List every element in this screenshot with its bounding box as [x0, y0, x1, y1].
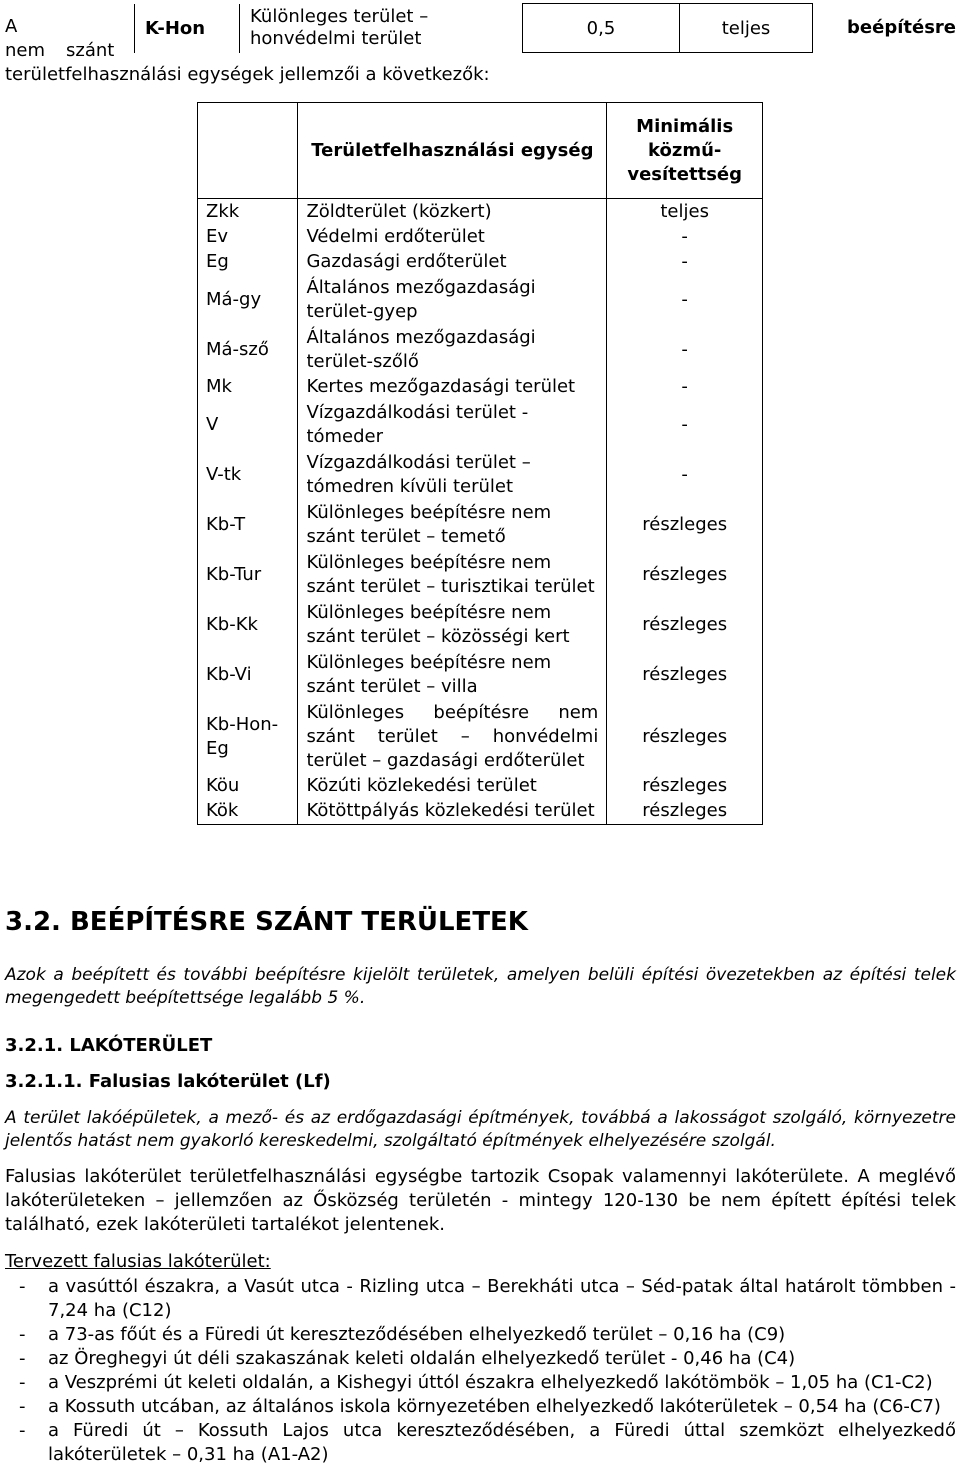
- table-row: [198, 550, 763, 600]
- planned-title: Tervezett falusias lakóterület:: [5, 1251, 271, 1272]
- fragment-row: [135, 4, 813, 53]
- fragment-word-a: A: [5, 16, 18, 37]
- subsection-heading-falusias: 3.2.1.1. Falusias lakóterület (Lf): [5, 1071, 331, 1092]
- section-intro: Azok a beépített és további beépítésre kijelölt területek, amelyen belüli építési övezetekben az építési telek megengedett beépítettsége legalább 5 %.: [5, 965, 956, 1008]
- row-code: Eg: [198, 250, 298, 275]
- list-item-text: a Veszprémi út keleti oldalán, a Kishegyi úttól északra elhelyezkedő lakótömbök – 1,05 ha (C1-C2): [48, 1372, 933, 1393]
- row-utility: részleges: [607, 550, 763, 600]
- table-row: [198, 799, 763, 825]
- subsection-heading-lakoterulet: 3.2.1. LAKÓTERÜLET: [5, 1035, 213, 1056]
- table-row: [198, 375, 763, 400]
- row-utility: részleges: [607, 600, 763, 650]
- list-item: [5, 1419, 956, 1467]
- row-name: Közúti közlekedési terület: [298, 774, 607, 799]
- row-name: Általános mezőgazdasági terület-gyep: [298, 275, 607, 325]
- row-utility: -: [607, 250, 763, 275]
- table-row: [198, 400, 763, 450]
- table-row: [198, 600, 763, 650]
- row-code: Kb-Tur: [198, 550, 298, 600]
- table-header-row: [198, 103, 763, 199]
- table-row: [198, 500, 763, 550]
- row-code: Kb-Kk: [198, 600, 298, 650]
- row-utility: teljes: [607, 199, 763, 225]
- row-name: Vízgazdálkodási terület - tómeder: [298, 400, 607, 450]
- row-name: Különleges beépítésre nem szánt terület – közösségi kert: [298, 600, 607, 650]
- table-row: [198, 275, 763, 325]
- fragment-word-nem: nem: [5, 40, 46, 61]
- row-code: Ev: [198, 225, 298, 250]
- row-utility: részleges: [607, 799, 763, 825]
- table-row: [198, 225, 763, 250]
- table-row: [198, 700, 763, 774]
- intro-line: területfelhasználási egységek jellemzői a következők:: [5, 64, 490, 85]
- list-item-text: az Öreghegyi út déli szakaszának keleti oldalán elhelyezkedő terület - 0,46 ha (C4): [48, 1348, 796, 1369]
- dash-marker: -: [19, 1420, 26, 1441]
- dash-marker: -: [19, 1372, 26, 1393]
- row-utility: részleges: [607, 700, 763, 774]
- row-code: Zkk: [198, 199, 298, 225]
- row-name: Gazdasági erdőterület: [298, 250, 607, 275]
- row-name: Kertes mezőgazdasági terület: [298, 375, 607, 400]
- section-heading: 3.2. BEÉPÍTÉSRE SZÁNT TERÜLETEK: [5, 907, 528, 937]
- land-use-table: [197, 102, 763, 825]
- list-item: [5, 1275, 956, 1323]
- row-name: Különleges beépítésre nem szánt terület – honvédelmi terület – gazdasági erdőterület: [298, 700, 607, 774]
- table-row: [198, 650, 763, 700]
- row-utility: részleges: [607, 650, 763, 700]
- row-name: Általános mezőgazdasági terület-szőlő: [298, 325, 607, 375]
- fragment-table: [134, 3, 813, 53]
- table-row: [198, 199, 763, 225]
- row-utility: -: [607, 275, 763, 325]
- row-utility: -: [607, 225, 763, 250]
- header-unit: Területfelhasználási egység: [298, 103, 607, 199]
- list-item-text: a vasúttól északra, a Vasút utca - Rizling utca – Berekháti utca – Séd-patak által határolt tömbben - 7,24 ha (C12): [48, 1276, 956, 1321]
- dash-marker: -: [19, 1324, 26, 1345]
- row-name: Kötöttpályás közlekedési terület: [298, 799, 607, 825]
- row-code: Má-gy: [198, 275, 298, 325]
- row-code: Má-sző: [198, 325, 298, 375]
- planned-list: [5, 1275, 956, 1467]
- list-item: [5, 1347, 956, 1371]
- row-code: Kb-T: [198, 500, 298, 550]
- row-utility: részleges: [607, 774, 763, 799]
- falusias-description: A terület lakóépületek, a mező- és az erdőgazdasági építmények, továbbá a lakosságot szolgáló, környezetre jelentős hatást nem gyakorló kereskedelmi, szolgáltató építmények elhelyezésére szolgál.: [5, 1108, 956, 1151]
- fragment-code: K-Hon: [135, 4, 240, 53]
- row-name: Zöldterület (közkert): [298, 199, 607, 225]
- row-utility: -: [607, 325, 763, 375]
- row-name: Védelmi erdőterület: [298, 225, 607, 250]
- fragment-coverage: teljes: [680, 4, 813, 53]
- row-utility: -: [607, 450, 763, 500]
- row-name: Különleges beépítésre nem szánt terület – villa: [298, 650, 607, 700]
- row-name: Különleges beépítésre nem szánt terület – temető: [298, 500, 607, 550]
- header-utility: Minimális közmű-vesítettség: [607, 103, 763, 199]
- list-item: [5, 1395, 956, 1419]
- dash-marker: -: [19, 1276, 26, 1297]
- row-utility: részleges: [607, 500, 763, 550]
- table-row: [198, 250, 763, 275]
- list-item-text: a Kossuth utcában, az általános iskola környezetében elhelyezkedő lakóterületek – 0,54 ha (C6-C7): [48, 1396, 941, 1417]
- fragment-value: 0,5: [523, 4, 680, 53]
- row-name: Különleges beépítésre nem szánt terület – turisztikai terület: [298, 550, 607, 600]
- fragment-word-szant: szánt: [66, 40, 115, 61]
- row-name: Vízgazdálkodási terület – tómedren kívüli terület: [298, 450, 607, 500]
- list-item-text: a Füredi út – Kossuth Lajos utca kereszteződésében, a Füredi úttal szemközt elhelyezkedő lakóterületek – 0,31 ha (A1-A2): [48, 1420, 956, 1465]
- fragment-name: Különleges terület – honvédelmi terület: [240, 4, 523, 53]
- fragment-right-word: beépítésre: [847, 17, 956, 38]
- row-code: V: [198, 400, 298, 450]
- list-item: [5, 1371, 956, 1395]
- row-code: Kök: [198, 799, 298, 825]
- table-row: [198, 450, 763, 500]
- row-code: Kb-Vi: [198, 650, 298, 700]
- dash-marker: -: [19, 1396, 26, 1417]
- list-item: [5, 1323, 956, 1347]
- header-empty: [198, 103, 298, 199]
- row-utility: -: [607, 400, 763, 450]
- list-item-text: a 73-as főút és a Füredi út kereszteződésében elhelyezkedő terület – 0,16 ha (C9): [48, 1324, 786, 1345]
- falusias-paragraph: Falusias lakóterület területfelhasználási egységbe tartozik Csopak valamennyi lakóterülete. A meglévő lakóterületeken – jellemzően az Ősközség területén - mintegy 120-130 be nem épített építési telek található, ezek lakóterületi tartalékot jelentenek.: [5, 1166, 956, 1235]
- dash-marker: -: [19, 1348, 26, 1369]
- row-code: Mk: [198, 375, 298, 400]
- table-row: [198, 774, 763, 799]
- row-code: Köu: [198, 774, 298, 799]
- row-utility: -: [607, 375, 763, 400]
- row-code: Kb-Hon-Eg: [198, 700, 298, 774]
- table-row: [198, 325, 763, 375]
- row-code: V-tk: [198, 450, 298, 500]
